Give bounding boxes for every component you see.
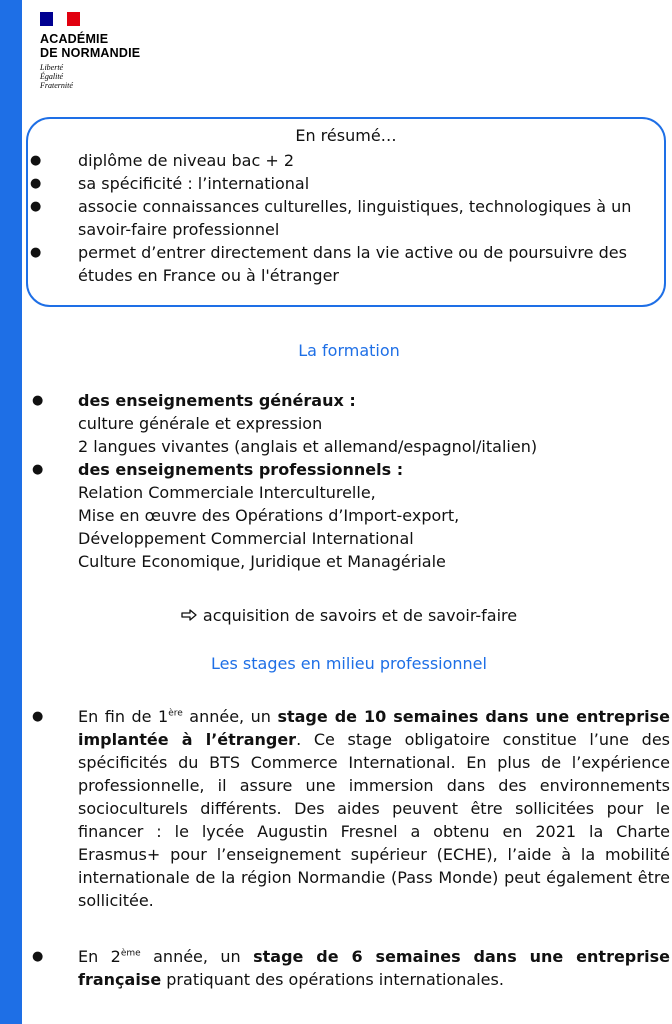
professional-line: Mise en œuvre des Opérations d’Import-export, [78,506,460,525]
professional-line: Culture Economique, Juridique et Managériale [78,552,446,571]
summary-box [26,117,666,307]
summary-list [28,149,664,287]
stages-title: Les stages en milieu professionnel [211,654,487,673]
summary-title: En résumé… [295,126,397,145]
academie-logo [40,12,140,90]
professional-line: Développement Commercial International [78,529,414,548]
superscript: ère [168,708,183,719]
motto-egalite: Égalité [40,72,64,81]
bullet-icon: ● [32,393,44,408]
summary-item: ● sa spécificité : l’international [30,174,310,193]
acquisition-text: acquisition de savoirs et de savoir-faire [202,606,518,625]
french-flag-icon [40,12,80,26]
formation-title: La formation [298,341,400,360]
bullet-icon: ● [32,709,44,724]
professional-line: Relation Commerciale Interculturelle, [78,483,376,502]
motto-fraternite: Fraternité [40,81,73,90]
stage-first-year: ● En fin de 1ère année, un stage de 10 semaines dans une entreprise implantée à l’étranger. Ce stage obligatoire constitue l’une des spécificités du BTS Commerce International. En plus de l’expérience professionnelle, il assure une immersion dans des environnements socioculturels différents. Des aides peuvent être sollicitées pour le financer : le lycée Augustin Fresnel a obtenu en 2021 la Charte Erasmus+ pour l’enseignement supérieur (ECHE), l’aide à la mobilité internationale de la région Normandie (Pass Monde) peut également être sollicitée. [32,707,671,910]
formation-list [26,389,672,573]
logo-line-1: ACADÉMIE [40,32,109,46]
stage-second-year: ● En 2ème année, un stage de 6 semaines dans une entreprise française pratiquant des opérations internationales. [32,947,671,989]
bullet-icon: ● [32,462,44,477]
arrow-right-icon [181,606,197,625]
bullet-icon: ● [30,199,42,214]
bullet-icon: ● [30,176,42,191]
general-courses [26,389,672,458]
general-line: culture générale et expression [78,414,323,433]
bullet-icon: ● [32,949,44,964]
summary-item: ● associe connaissances culturelles, linguistiques, technologiques à un savoir-faire professionnel [30,197,632,239]
logo-line-2: DE NORMANDIE [40,46,141,60]
professional-courses [26,458,672,573]
left-accent-bar [0,0,22,1024]
stage-first-highlight: stage de 10 semaines dans une entreprise implantée à l’étranger [78,707,670,749]
acquisition-line [26,606,672,625]
motto-liberte: Liberté [40,63,64,72]
bullet-icon: ● [30,245,42,260]
bullet-icon: ● [30,153,42,168]
summary-item: ● diplôme de niveau bac + 2 [30,151,295,170]
general-heading: des enseignements généraux : [78,391,356,410]
superscript: ème [120,948,141,959]
professional-heading: des enseignements professionnels : [78,460,404,479]
general-line: 2 langues vivantes (anglais et allemand/espagnol/italien) [78,437,538,456]
stage-second-highlight: stage de 6 semaines dans une entreprise française [78,947,671,989]
summary-item: ● permet d’entrer directement dans la vie active ou de poursuivre des études en France ou à l'étranger [30,243,627,285]
